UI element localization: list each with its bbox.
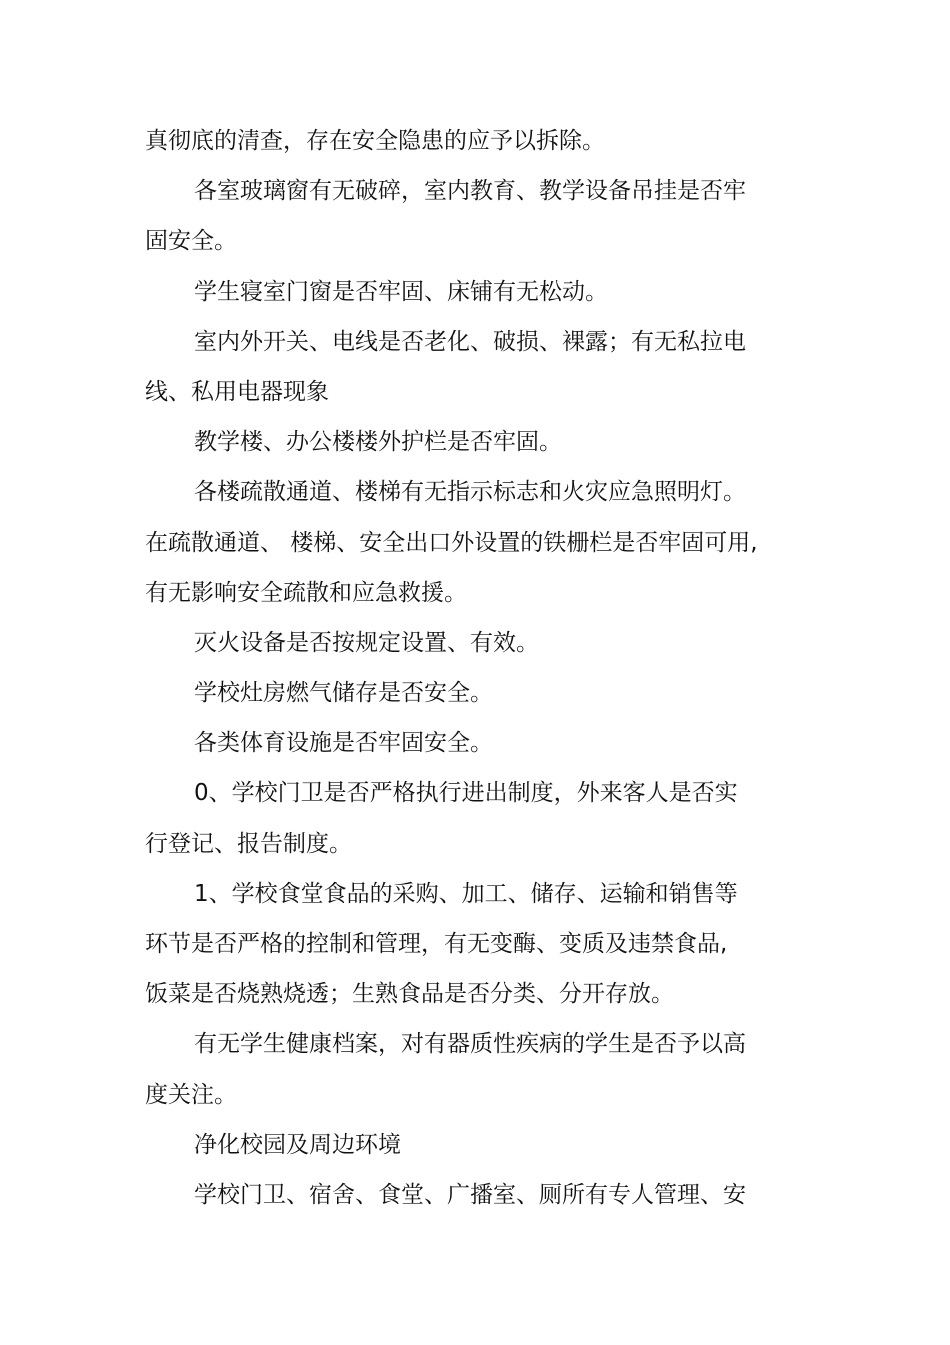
text-line: 有无影响安全疏散和应急救援。	[145, 579, 467, 606]
text-line: 有无学生健康档案，对有器质性疾病的学生是否予以高	[194, 1031, 746, 1058]
text-line: 在疏散通道、 楼梯、安全出口外设置的铁栅栏是否牢固可用,	[145, 529, 758, 556]
text-line: 线、私用电器现象	[145, 378, 329, 405]
text-line: 各类体育设施是否牢固安全。	[194, 730, 493, 757]
text-line: 学生寝室门窗是否牢固、床铺有无松动。	[194, 278, 608, 305]
text-line: 真彻底的清查，存在安全隐患的应予以拆除。	[145, 128, 605, 154]
text-line: 行登记、报告制度。	[145, 830, 352, 857]
text-line: 各楼疏散通道、楼梯有无指示标志和火灾应急照明灯。	[194, 479, 746, 506]
text-line: 饭菜是否烧熟烧透；生熟食品是否分类、分开存放。	[145, 981, 674, 1008]
body-text	[145, 116, 765, 1220]
text-line: 0、学校门卫是否严格执行进出制度，外来客人是否实	[194, 780, 738, 807]
text-line: 灭火设备是否按规定设置、有效。	[194, 629, 539, 656]
text-line: 室内外开关、电线是否老化、破损、裸露；有无私拉电	[194, 328, 746, 355]
text-line: 学校灶房燃气储存是否安全。	[194, 680, 493, 707]
text-line: 固安全。	[145, 228, 237, 255]
text-line: 净化校园及周边环境	[194, 1131, 401, 1158]
text-line: 学校门卫、宿舍、食堂、广播室、厕所有专人管理、安	[194, 1181, 746, 1208]
text-line: 教学楼、办公楼楼外护栏是否牢固。	[194, 429, 562, 456]
text-line: 环节是否严格的控制和管理，有无变酶、变质及违禁食品,	[145, 931, 728, 957]
text-line: 各室玻璃窗有无破碎，室内教育、教学设备吊挂是否牢	[194, 178, 746, 205]
text-line: 1、学校食堂食品的采购、加工、储存、运输和销售等	[194, 880, 738, 907]
text-line: 度关注。	[145, 1081, 237, 1108]
